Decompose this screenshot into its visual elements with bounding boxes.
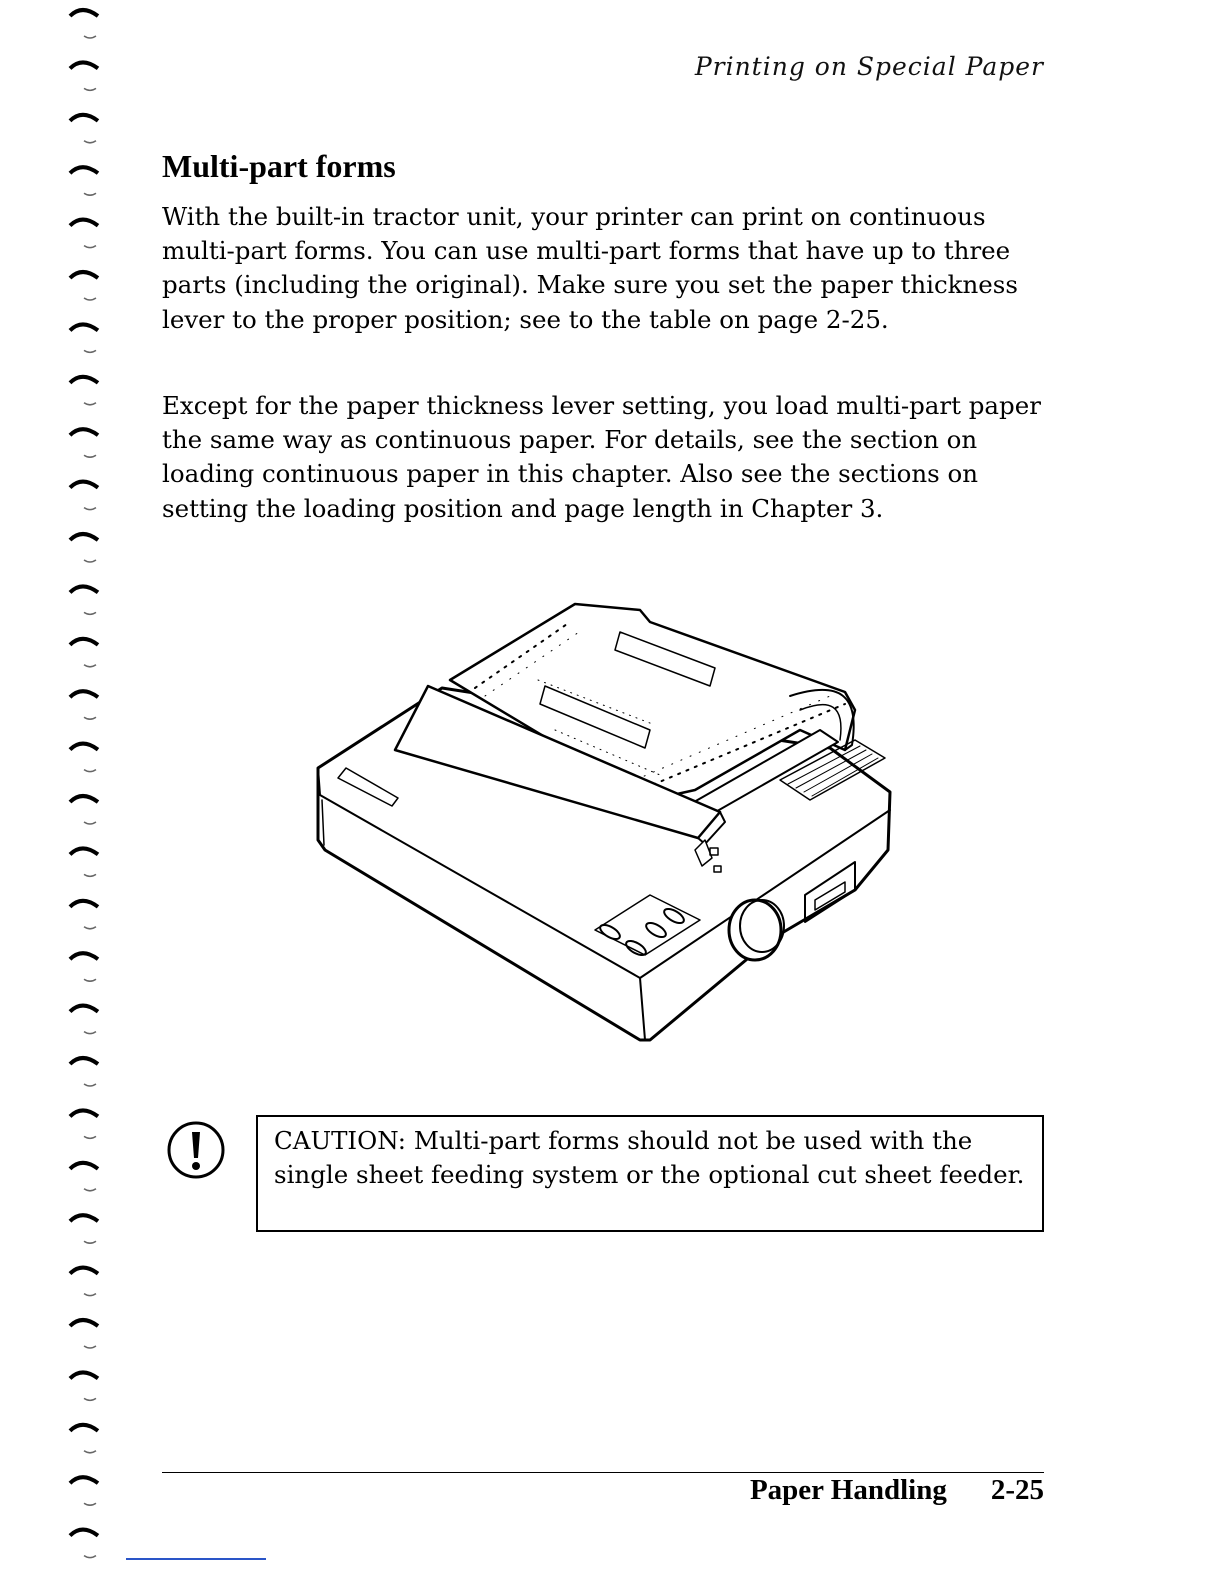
binding-ring (70, 377, 98, 383)
binding-ring (70, 1058, 98, 1064)
binding-hole (84, 88, 96, 90)
paragraph-1: With the built-in tractor unit, your printer can print on continuous multi-part forms. You can use multi-part forms that have up to three parts (including the original). Make sure you set the paper thickness lever to the proper position; see to the table on page 2-25. (162, 202, 1018, 334)
binding-hole (84, 560, 96, 562)
binding-ring (70, 62, 98, 68)
binding-hole (84, 1084, 96, 1086)
caution-box (256, 1115, 1044, 1232)
binding-ring (70, 1320, 98, 1326)
binding-ring (70, 1110, 98, 1116)
binding-ring (70, 639, 98, 645)
binding-hole (84, 1241, 96, 1243)
binding-ring (70, 429, 98, 435)
binding-ring (70, 1425, 98, 1431)
binding-ring (70, 534, 98, 540)
binding-ring (70, 324, 98, 330)
binding-hole (84, 1503, 96, 1505)
binding-ring (70, 1006, 98, 1012)
binding-hole (84, 193, 96, 195)
footer-chapter: Paper Handling (749, 1474, 947, 1506)
binding-ring (70, 10, 98, 16)
binding-hole (84, 927, 96, 929)
running-header: Printing on Special Paper (694, 52, 1044, 81)
binding-ring (70, 901, 98, 907)
binding-ring (70, 1477, 98, 1483)
caution-text: Multi-part forms should not be used with the single sheet feeding system or the optional cut sheet feeder. (274, 1126, 1025, 1189)
binding-ring (70, 586, 98, 592)
binding-hole (84, 1294, 96, 1296)
paragraph-2: Except for the paper thickness lever setting, you load multi-part paper the same way as continuous paper. For details, see the section on loading continuous paper in this chapter. Also see the sections on setting the loading position and page length in Chapter 3. (162, 391, 1041, 523)
binding-hole (84, 1346, 96, 1348)
binding-ring (70, 220, 98, 226)
binding-hole (84, 1556, 96, 1558)
binding-ring (70, 1163, 98, 1169)
binding-hole (84, 298, 96, 300)
binding-hole (84, 770, 96, 772)
binding-hole (84, 141, 96, 143)
page-footer (750, 1474, 1044, 1507)
binding-hole (84, 1189, 96, 1191)
spiral-binding (62, 0, 122, 1584)
binding-hole (84, 350, 96, 352)
binding-hole (84, 665, 96, 667)
page-number: 2-25 (990, 1474, 1044, 1506)
binding-ring (70, 1215, 98, 1221)
footer-rule (162, 1472, 1044, 1473)
binding-ring (70, 167, 98, 173)
caution-label: CAUTION: (274, 1126, 407, 1155)
binding-hole (84, 1032, 96, 1034)
binding-hole (84, 455, 96, 457)
binding-hole (84, 246, 96, 248)
binding-hole (84, 1398, 96, 1400)
scan-mark (126, 1558, 266, 1560)
binding-hole (84, 717, 96, 719)
binding-ring (70, 482, 98, 488)
binding-ring (70, 744, 98, 750)
binding-hole (84, 508, 96, 510)
binding-ring (70, 272, 98, 278)
binding-ring (70, 953, 98, 959)
binding-hole (84, 403, 96, 405)
binding-hole (84, 1136, 96, 1138)
binding-hole (84, 36, 96, 38)
binding-ring (70, 796, 98, 802)
binding-ring (70, 848, 98, 854)
binding-ring (70, 691, 98, 697)
binding-ring (70, 115, 98, 121)
printer-illustration (300, 600, 900, 1050)
exclamation-circle-icon (164, 1118, 228, 1182)
binding-ring (70, 1530, 98, 1536)
binding-hole (84, 979, 96, 981)
binding-hole (84, 822, 96, 824)
binding-hole (84, 612, 96, 614)
binding-ring (70, 1268, 98, 1274)
section-heading: Multi-part forms (162, 148, 396, 184)
binding-ring (70, 1372, 98, 1378)
binding-hole (84, 1451, 96, 1453)
binding-hole (84, 874, 96, 876)
